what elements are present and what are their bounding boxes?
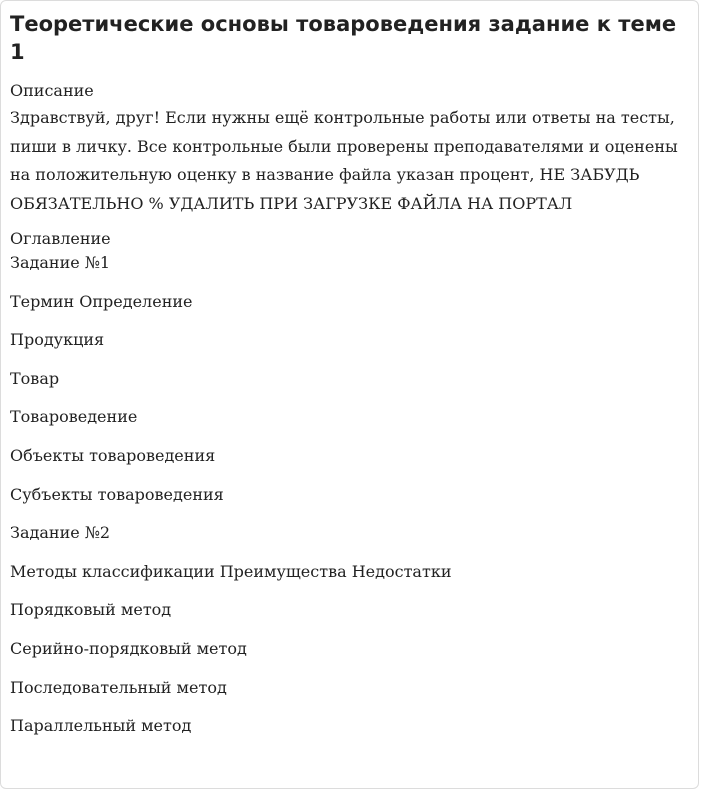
toc-item: Параллельный метод [10,716,192,736]
toc-item: Серийно-порядковый метод [10,638,247,658]
toc-label: Оглавление [10,229,111,248]
toc-item: Продукция [10,330,105,350]
toc-item: Субъекты товароведения [10,484,224,504]
toc-item: Товароведение [10,407,138,427]
page-title: Теоретические основы товароведения задание к теме 1 [10,12,677,64]
toc-item: Задание №1 [10,253,111,272]
toc-item: Последовательный метод [10,677,227,697]
description-label: Описание [10,81,94,100]
toc-item: Методы классификации Преимущества Недостатки [10,561,452,581]
toc-item: Термин Определение [10,291,193,311]
toc-item: Задание №2 [10,523,111,543]
toc-item: Порядковый метод [10,600,172,620]
toc-item: Товар [10,368,60,388]
toc-item: Объекты товароведения [10,445,216,465]
table-of-contents [10,252,684,737]
description-text: Здравствуй, друг! Если нужны ещё контрольные работы или ответы на тесты, пиши в личку. Все контрольные были проверены преподавателями и оценены на положительную оценку в название файла указан процент, НЕ ЗАБУДЬ ОБЯЗАТЕЛЬНО % УДАЛИТЬ ПРИ ЗАГРУЗКЕ ФАЙЛА НА ПОРТАЛ [10,108,678,213]
